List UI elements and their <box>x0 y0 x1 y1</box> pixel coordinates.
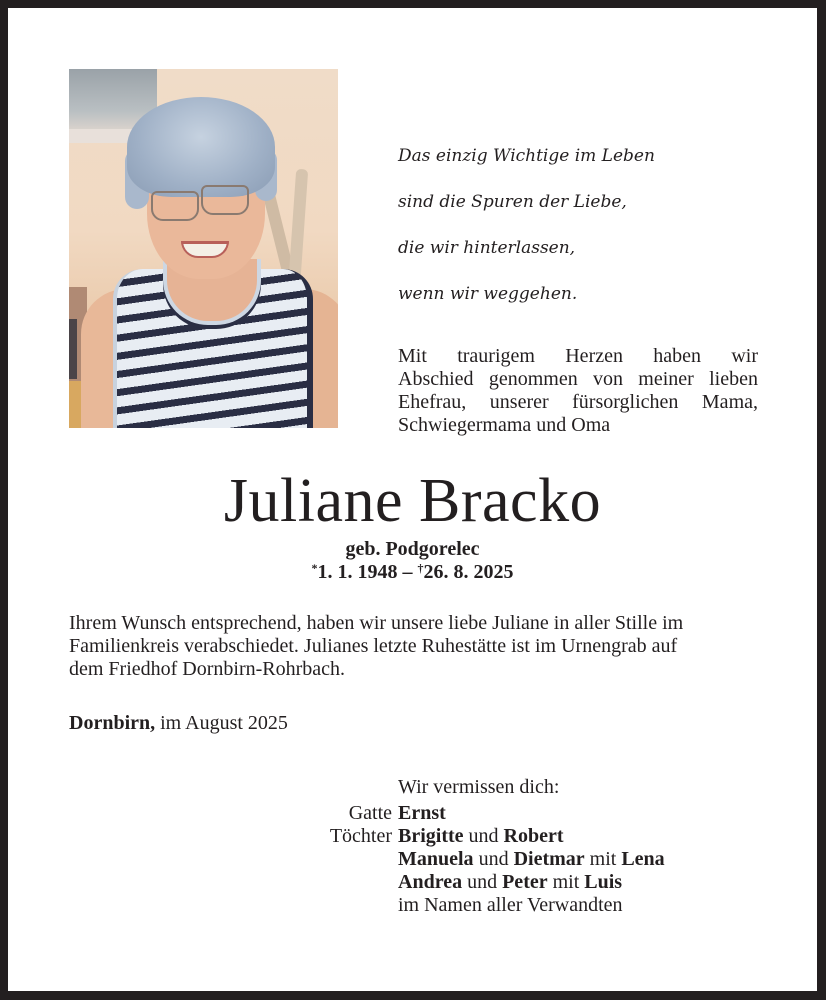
relation-label <box>258 894 398 917</box>
photo-hair <box>127 97 275 197</box>
photo-glasses-right <box>201 185 249 215</box>
photo-bg-door-inner <box>69 319 77 379</box>
connector-text: und <box>463 825 504 847</box>
mourners-list <box>258 776 665 917</box>
mourner-rows <box>258 802 665 917</box>
birth-name: geb. Podgorelec <box>345 538 480 560</box>
mourner-name: Ernst <box>398 802 446 824</box>
memorial-quote <box>398 122 655 329</box>
mourner-name: Brigitte <box>398 825 464 847</box>
intro-line: Schwiegermama und Oma <box>398 414 611 436</box>
mourner-names <box>398 825 564 848</box>
connector-text: und <box>473 848 514 870</box>
connector-text: mit <box>547 871 585 893</box>
death-cross-icon: † <box>417 561 424 575</box>
mourners-heading: Wir vermissen dich: <box>398 776 560 798</box>
place: Dornbirn, <box>69 712 156 734</box>
birth-date: 1. 1. 1948 <box>317 561 398 583</box>
intro-line: Mit traurigem Herzen haben wir <box>398 345 758 367</box>
mourner-names <box>398 848 665 871</box>
mourner-name: Lena <box>621 848 665 870</box>
mourner-row <box>258 825 665 848</box>
place-and-date <box>69 712 288 735</box>
message-line: Ihrem Wunsch entsprechend, haben wir unsere liebe Juliane in aller Stille im <box>69 612 684 634</box>
funeral-message <box>69 612 769 681</box>
date-dash: – <box>397 561 418 583</box>
message-line: dem Friedhof Dornbirn-Rohrbach. <box>69 658 346 680</box>
announcement-intro <box>398 345 758 437</box>
mourner-name: Luis <box>584 871 623 893</box>
message-line: Familienkreis verabschiedet. Julianes letzte Ruhestätte ist im Urnengrab auf <box>69 635 678 657</box>
mourner-row <box>258 894 665 917</box>
connector-text: und <box>462 871 503 893</box>
quote-line: sind die Spuren der Liebe, <box>398 192 627 212</box>
mourner-row <box>258 871 665 894</box>
relation-label <box>258 871 398 894</box>
portrait-photo <box>69 69 338 428</box>
deceased-name: Juliane Bracko <box>223 467 602 535</box>
photo-glasses-left <box>151 191 199 221</box>
quote-line: Das einzig Wichtige im Leben <box>398 146 655 166</box>
birth-star-icon: * <box>311 561 318 575</box>
relation-label: Gatte <box>348 802 392 824</box>
connector-text: im Namen aller Verwandten <box>398 894 623 916</box>
date: im August 2025 <box>155 712 288 734</box>
mourner-name: Peter <box>502 871 548 893</box>
intro-line: Abschied genommen von meiner lieben <box>398 368 758 390</box>
quote-line: wenn wir weggehen. <box>398 284 578 304</box>
intro-line: Ehefrau, unserer fürsorglichen Mama, <box>398 391 758 413</box>
mourner-name: Andrea <box>398 871 463 893</box>
mourner-name: Manuela <box>398 848 474 870</box>
obituary-page <box>8 8 817 991</box>
connector-text: mit <box>584 848 622 870</box>
mourner-name: Dietmar <box>513 848 585 870</box>
mourner-names <box>398 894 623 917</box>
mourner-names <box>398 802 446 825</box>
quote-line: die wir hinterlassen, <box>398 238 576 258</box>
mourner-names <box>398 871 622 894</box>
mourner-row <box>258 848 665 871</box>
mourner-name: Robert <box>503 825 564 847</box>
relation-label <box>258 848 398 871</box>
death-date: 26. 8. 2025 <box>423 561 514 583</box>
relation-label: Töchter <box>329 825 392 847</box>
mourner-row <box>258 802 665 825</box>
life-dates <box>8 561 817 584</box>
